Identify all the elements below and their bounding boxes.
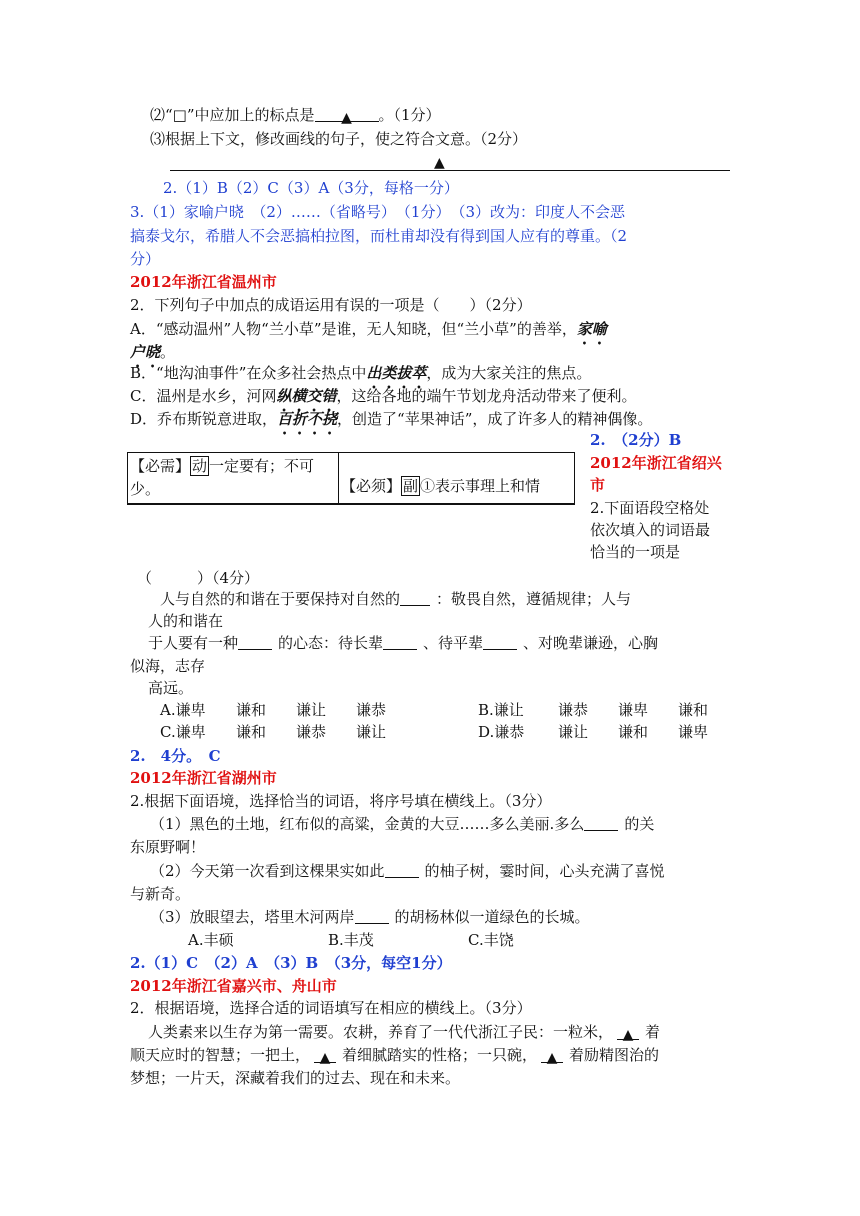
section-heading: 2012年浙江省湖州市	[130, 769, 277, 787]
option-word: 谦让	[296, 701, 327, 719]
option-text: B．“地沟油事件”在众多社会热点中	[130, 364, 367, 382]
section-heading: 2012年浙江省温州市	[130, 273, 277, 291]
option-word: 谦恭	[356, 701, 387, 719]
option-word: 谦让	[558, 723, 589, 741]
question-line: 2．根据语境，选择合适的词语填写在相应的横线上。（3分）	[130, 999, 532, 1017]
answer-blank	[541, 1047, 563, 1066]
answer-blank	[617, 1024, 639, 1043]
pos-box: 动	[192, 457, 208, 475]
paragraph-line: 人的和谐在	[148, 612, 224, 630]
sentence-text: 的胡杨林似一道绿色的长城。	[394, 908, 590, 926]
paragraph-line	[148, 1021, 660, 1043]
dotted-idiom: 户晓	[130, 343, 161, 361]
paragraph-line	[148, 632, 658, 654]
dotted-idiom: 纵横交错	[276, 387, 337, 405]
paragraph-text: 、待平辈	[423, 634, 484, 652]
option-word: B.谦让	[478, 701, 524, 719]
answer-line: 2.（1）C （2）A （3）B （3分，每空1分）	[130, 954, 452, 972]
triangle-icon: ▲	[341, 110, 352, 126]
triangle-icon: ▲	[546, 1050, 558, 1066]
paragraph-line	[160, 588, 631, 610]
section-heading: 2012年浙江省嘉兴市、舟山市	[130, 977, 337, 995]
paragraph-line: 梦想；一片天，深藏着我们的过去、现在和未来。	[130, 1069, 461, 1087]
paragraph-text: ：敬畏自然，遵循规律；人与	[436, 590, 632, 608]
option-text: ，成为大家关注的焦点。	[426, 364, 592, 382]
answer-line: 2. （2分）B	[590, 431, 682, 449]
sentence-text: 的柚子树，霎时间，心头充满了喜悦	[424, 862, 665, 880]
paragraph-text: 人类素来以生存为第一需要。农耕，养育了一代代浙江子民：一粒米，	[148, 1023, 614, 1041]
definition-tag: 【必须】	[341, 477, 402, 495]
answer-blank	[385, 862, 419, 878]
triangle-icon: ▲	[434, 155, 445, 171]
question-line: 2.根据下面语境，选择恰当的词语，将序号填在横线上。（3分）	[130, 792, 552, 810]
sentence-line	[150, 860, 665, 882]
sentence-line: 与新奇。	[130, 885, 191, 903]
option-text: A．“感动温州”人物“兰小草”是谁，无人知晓，但“兰小草”的善举，	[130, 320, 577, 338]
sentence-line	[150, 906, 590, 928]
option-word: D.谦恭	[478, 723, 525, 741]
answer-blank	[238, 634, 272, 650]
definition-table	[127, 452, 575, 505]
option-word: 谦和	[236, 701, 267, 719]
section-heading: 2012年浙江省绍兴	[590, 454, 722, 472]
option-word: 谦让	[356, 723, 387, 741]
answer-line: 分）	[130, 250, 161, 268]
paragraph-text: 着细腻踏实的性格；一只碗，	[342, 1046, 538, 1064]
answer-line: 2.（1）B（2）C（3）A（3分，每格一分）	[163, 179, 459, 197]
option-word: C.丰饶	[468, 931, 514, 949]
paragraph-text: 着励精图治的	[569, 1046, 660, 1064]
answer-blank	[400, 590, 430, 606]
answer-line	[170, 170, 730, 171]
pos-box: 副	[403, 477, 419, 495]
paragraph-line	[130, 1044, 659, 1066]
definition-text: ①表示事理上和情	[420, 477, 541, 495]
definition-cell	[339, 453, 574, 503]
option-line	[130, 408, 652, 438]
answer-blank	[315, 106, 379, 126]
answer-line: 搞泰戈尔，希腊人不会恶搞柏拉图，而杜甫却没有得到国人应有的尊重。（2	[130, 227, 628, 245]
paragraph-text: 、对晚辈谦逊，心胸	[523, 634, 659, 652]
question-line: 依次填入的词语最	[590, 521, 711, 539]
option-row	[188, 929, 514, 951]
paragraph-text: 人与自然的和谐在于要保持对自然的	[160, 590, 401, 608]
option-word: A.谦卑	[160, 701, 206, 719]
option-word: C.谦卑	[160, 723, 206, 741]
dotted-idiom: 家喻	[576, 320, 607, 338]
option-text: ，创造了“苹果神话”，成了许多人的精神偶像。	[337, 410, 653, 428]
option-word: 谦卑	[678, 723, 709, 741]
option-word: A.丰硕	[188, 931, 234, 949]
definition-line	[130, 455, 314, 477]
sentence-text: 的关	[624, 815, 655, 833]
paragraph-text: 的心态：待长辈	[278, 634, 384, 652]
option-row	[160, 721, 708, 743]
sentence-text: （1）黑色的土地，红布似的高粱，金黄的大豆……多么美丽.多么	[150, 815, 585, 833]
answer-blank	[584, 815, 618, 831]
sentence-line: 东原野啊！	[130, 838, 206, 856]
paragraph-text: 于人要有一种	[148, 634, 239, 652]
question-line: 2.下面语段空格处	[590, 499, 710, 517]
dotted-idiom: 出类拔萃	[366, 364, 427, 382]
option-text: C．温州是水乡，河网	[130, 387, 277, 405]
sentence-line	[150, 813, 654, 835]
question-text: 。（1分）	[378, 106, 441, 124]
question-line: 恰当的一项是	[590, 543, 681, 561]
option-word: 谦恭	[296, 723, 327, 741]
paragraph-line: 似海，志存	[130, 657, 206, 675]
option-word: 谦恭	[558, 701, 589, 719]
question-text: ⑵“□”中应加上的标点是	[150, 106, 315, 124]
question-line: （ ）（4分）	[137, 569, 260, 587]
paragraph-text: 顺天应时的智慧；一把土，	[130, 1046, 311, 1064]
question-line: ⑶根据上下文，修改画线的句子，使之符合文意。（2分）	[150, 130, 528, 148]
triangle-icon: ▲	[319, 1050, 331, 1066]
definition-line	[341, 475, 540, 497]
definition-tag: 【必需】	[130, 457, 191, 475]
answer-line: 2. 4分。 C	[130, 747, 221, 765]
option-word: 谦卑	[618, 701, 649, 719]
sentence-text: （2）今天第一次看到这棵果实如此	[150, 862, 385, 880]
definition-text: 一定要有；不可	[209, 457, 315, 475]
option-word: 谦和	[236, 723, 267, 741]
paragraph-line: 高远。	[148, 679, 194, 697]
option-word: B.丰茂	[328, 931, 374, 949]
answer-blank	[483, 634, 517, 650]
sentence-text: （3）放眼望去，塔里木河两岸	[150, 908, 355, 926]
option-text: ，这给各地的端午节划龙舟活动带来了便利。	[336, 387, 637, 405]
answer-blank	[355, 908, 389, 924]
option-text: 。	[160, 343, 176, 361]
answer-blank	[383, 634, 417, 650]
option-word: 谦和	[618, 723, 649, 741]
answer-line: 3.（1）家喻户晓 （2）……（省略号） （1分） （3）改为：印度人不会恶	[130, 203, 625, 221]
option-text: D．乔布斯锐意进取，	[130, 410, 278, 428]
option-word: 谦和	[678, 701, 709, 719]
dotted-idiom: 百折不挠	[277, 410, 338, 428]
question-line	[150, 104, 441, 126]
answer-blank	[314, 1047, 336, 1066]
definition-line: 少。	[130, 480, 161, 498]
option-line	[130, 318, 607, 348]
question-line: 2．下列句子中加点的成语运用有误的一项是（ ）（2分）	[130, 296, 532, 314]
paragraph-text: 着	[645, 1023, 661, 1041]
triangle-icon: ▲	[622, 1027, 634, 1043]
option-row	[160, 699, 708, 721]
section-heading: 市	[590, 476, 606, 494]
definition-cell	[128, 453, 339, 503]
